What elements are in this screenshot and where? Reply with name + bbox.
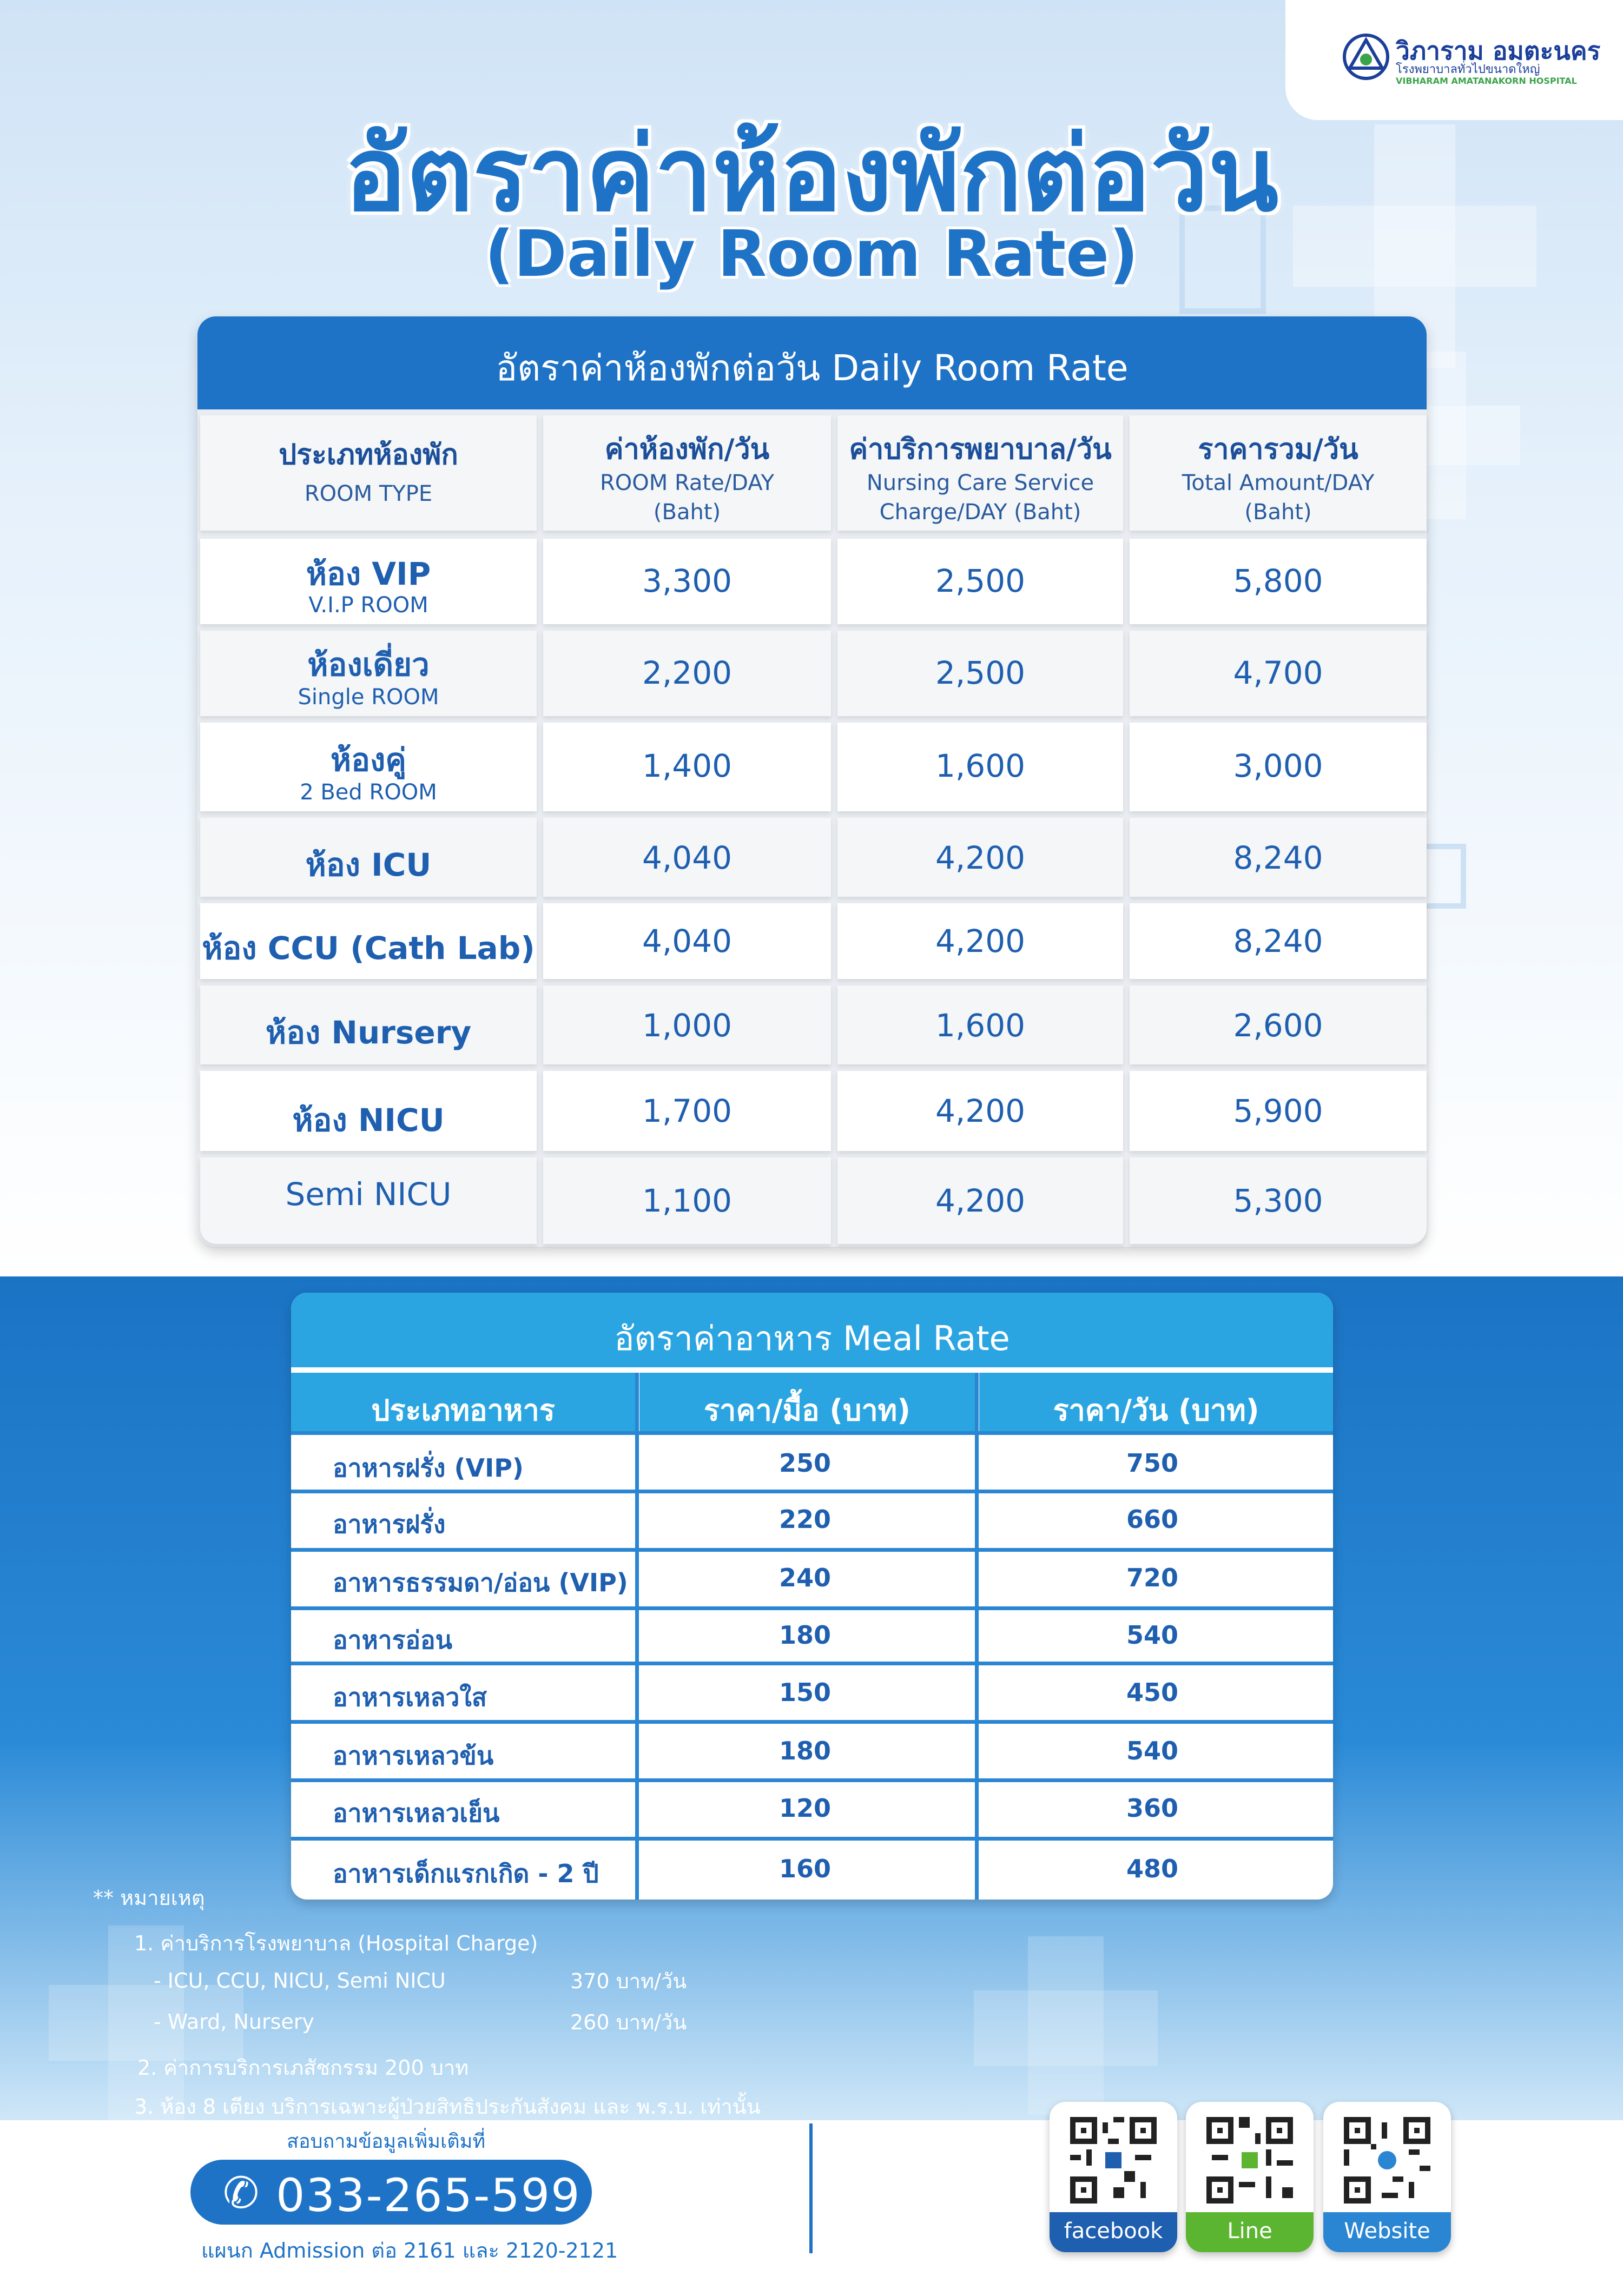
room-type-cell [200,723,537,811]
room-name: ห้อง ICU [305,846,432,883]
nursing-cell [837,631,1123,716]
meal-column-header-text: ราคา/วัน (บาท) [1053,1393,1259,1427]
notes-heading: ** หมายเหตุ [93,1886,205,1910]
nursing-cell [837,1157,1123,1244]
room-rate-cell [543,631,831,716]
row-divider [291,1548,1333,1552]
room-name-en: Single ROOM [298,685,439,710]
column-header-th: ค่าบริการพยาบาล/วัน [849,433,1112,466]
room-rate-value: 4,040 [642,839,733,876]
room-rate-cell [543,1157,831,1244]
column-header-en: Total Amount/DAY [1182,471,1375,495]
website-label: Website [1323,2212,1451,2252]
meal-column-header [291,1373,635,1431]
column-header-en: (Baht) [653,500,721,525]
meal-name: อาหารฝรั่ง (VIP) [333,1453,524,1483]
meal-name: อาหารอ่อน [333,1625,453,1655]
nursing-value: 4,200 [935,839,1026,876]
room-name: ห้อง NICU [292,1102,445,1139]
total-cell [1130,903,1427,979]
nursing-value: 1,600 [935,747,1026,784]
meal-column-header [979,1373,1333,1431]
room-rate-cell [543,903,831,979]
column-divider [975,1373,979,1900]
meal-name: อาหารเด็กแรกเกิด - 2 ปี [333,1859,599,1888]
row-divider [291,1778,1333,1782]
column-header-th: ค่าห้องพัก/วัน [604,433,770,466]
qr-code-icon [1206,2117,1293,2204]
meal-price-per-day: 450 [1126,1678,1179,1707]
nursing-cell [837,818,1123,897]
nursing-value: 1,600 [935,1007,1026,1044]
total-value: 2,600 [1233,1007,1323,1044]
contact-label: สอบถามข้อมูลเพิ่มเติมที่ [287,2130,486,2153]
meal-price-per-meal: 180 [778,1620,832,1650]
room-name-en: V.I.P ROOM [308,593,428,618]
total-value: 5,900 [1233,1093,1323,1129]
room-type-cell [200,1157,537,1244]
room-rate-value: 1,700 [642,1093,733,1129]
meal-price-per-meal: 250 [778,1448,832,1478]
phone-icon: ✆ [223,2168,260,2218]
room-rate-value: 1,400 [642,747,733,784]
nursing-value: 4,200 [935,923,1026,960]
room-type-cell [200,985,537,1064]
room-name: ห้องเดี่ยว [307,646,430,683]
total-value: 3,000 [1233,747,1323,784]
total-cell [1130,985,1427,1064]
nursing-value: 2,500 [935,563,1026,599]
meal-price-per-day: 360 [1126,1794,1179,1823]
nursing-cell [837,723,1123,811]
column-header-en: ROOM TYPE [304,481,433,506]
facebook-qr-card[interactable] [1050,2102,1177,2252]
nursing-cell [837,985,1123,1064]
room-type-cell [200,631,537,716]
row-divider [291,1490,1333,1493]
meal-name: อาหารเหลวเย็น [333,1798,500,1828]
nursing-cell [837,1071,1123,1151]
page-title: อัตราค่าห้องพักต่อวัน [344,115,1279,234]
row-divider [291,1606,1333,1610]
total-cell [1130,1071,1427,1151]
note-item: 2. ค่าการบริการเภสัชกรรม 200 บาท [137,2056,469,2080]
room-rate-cell [543,1071,831,1151]
column-header-nursing [837,415,1123,531]
column-header-th: ราคารวม/วัน [1198,433,1358,466]
row-divider [291,1837,1333,1841]
total-cell [1130,631,1427,716]
qr-code-icon [1070,2117,1157,2204]
nursing-value: 2,500 [935,654,1026,691]
meal-name: อาหารฝรั่ง [333,1510,446,1539]
meal-name: อาหารเหลวใส [333,1683,487,1712]
note-subitem-label: - Ward, Nursery [154,2010,314,2034]
logo-name-th: วิภาราม อมตะนคร [1396,36,1601,65]
room-rate-value: 3,300 [642,563,733,599]
total-value: 5,300 [1233,1182,1323,1219]
nursing-cell [837,903,1123,979]
row-divider [291,1662,1333,1665]
note-subitem-value: 260 บาท/วัน [570,2010,687,2034]
nursing-value: 4,200 [935,1093,1026,1129]
meal-price-per-day: 660 [1126,1505,1179,1534]
meal-price-per-meal: 120 [778,1794,832,1823]
meal-price-per-meal: 220 [778,1505,832,1534]
page-subtitle: (Daily Room Rate) [484,216,1139,291]
room-type-cell [200,903,537,979]
room-rate-cell [543,985,831,1064]
logo-name-en: VIBHARAM AMATANAKORN HOSPITAL [1396,76,1577,86]
room-rate-cell [543,723,831,811]
footer-divider [809,2123,813,2253]
meal-price-per-day: 540 [1126,1620,1179,1650]
room-name: Semi NICU [285,1176,452,1213]
room-type-cell [200,539,537,624]
room-rate-value: 1,100 [642,1182,733,1219]
column-header-en: (Baht) [1244,500,1312,525]
column-divider [635,1373,639,1900]
meal-name: อาหารเหลวข้น [333,1741,494,1770]
room-type-cell [200,1071,537,1151]
meal-price-per-day: 720 [1126,1563,1179,1592]
room-rate-value: 2,200 [642,654,733,691]
qr-code-icon [1344,2117,1430,2204]
meal-column-header [639,1373,975,1431]
column-header-room-rate [543,415,831,531]
room-name: ห้องคู่ [330,742,407,778]
column-header-th: ประเภทห้องพัก [279,439,458,471]
note-subitem-value: 370 บาท/วัน [570,1969,687,1993]
facebook-label: facebook [1050,2212,1177,2252]
room-type-cell [200,818,537,897]
hospital-logo-icon [1342,32,1390,81]
column-header-en: ROOM Rate/DAY [600,471,774,495]
meal-column-header-text: ราคา/มื้อ (บาท) [704,1393,911,1427]
total-value: 8,240 [1233,839,1323,876]
meal-name: อาหารธรรมดา/อ่อน (VIP) [333,1568,628,1597]
meal-price-per-meal: 150 [778,1678,832,1707]
total-value: 4,700 [1233,654,1323,691]
total-cell [1130,723,1427,811]
note-item: 3. ห้อง 8 เตียง บริการเฉพาะผู้ป่วยสิทธิประกันสังคม และ พ.ร.บ. เท่านั้น [134,2095,761,2119]
meal-price-per-meal: 180 [778,1736,832,1765]
note-item: 1. ค่าบริการโรงพยาบาล (Hospital Charge) [134,1931,538,1955]
logo-subtitle: โรงพยาบาลทั่วไปขนาดใหญ่ [1396,63,1540,76]
room-name: ห้อง Nursery [265,1014,472,1051]
line-qr-card[interactable] [1186,2102,1314,2252]
total-cell [1130,818,1427,897]
column-header-total [1130,415,1427,531]
row-divider [291,1431,1333,1435]
total-value: 5,800 [1233,563,1323,599]
room-name-en: 2 Bed ROOM [300,780,437,805]
meal-table-title: อัตราค่าอาหาร Meal Rate [614,1319,1010,1358]
total-value: 8,240 [1233,923,1323,960]
admission-extension: แผนก Admission ต่อ 2161 และ 2120-2121 [201,2239,618,2262]
website-qr-card[interactable] [1323,2102,1451,2252]
room-rate-cell [543,539,831,624]
line-label: Line [1186,2212,1314,2252]
note-subitem-label: - ICU, CCU, NICU, Semi NICU [154,1969,446,1993]
room-table-title: อัตราค่าห้องพักต่อวัน Daily Room Rate [496,347,1129,389]
room-name: ห้อง VIP [306,555,431,592]
room-rate-value: 4,040 [642,923,733,960]
meal-price-per-meal: 160 [778,1854,832,1883]
meal-price-per-day: 480 [1126,1854,1179,1883]
room-name: ห้อง CCU (Cath Lab) [202,930,535,967]
column-header-en: Charge/DAY (Baht) [879,500,1081,525]
nursing-cell [837,539,1123,624]
meal-price-per-day: 750 [1126,1448,1179,1478]
meal-price-per-day: 540 [1126,1736,1179,1765]
nursing-value: 4,200 [935,1182,1026,1219]
room-rate-cell [543,818,831,897]
column-header-en: Nursing Care Service [866,471,1094,495]
total-cell [1130,1157,1427,1244]
meal-column-header-text: ประเภทอาหาร [371,1393,555,1427]
column-header-room-type [200,415,537,531]
phone-number[interactable]: 033-265-599 [276,2169,581,2222]
room-rate-value: 1,000 [642,1007,733,1044]
total-cell [1130,539,1427,624]
meal-price-per-meal: 240 [778,1563,832,1592]
row-divider [291,1720,1333,1724]
